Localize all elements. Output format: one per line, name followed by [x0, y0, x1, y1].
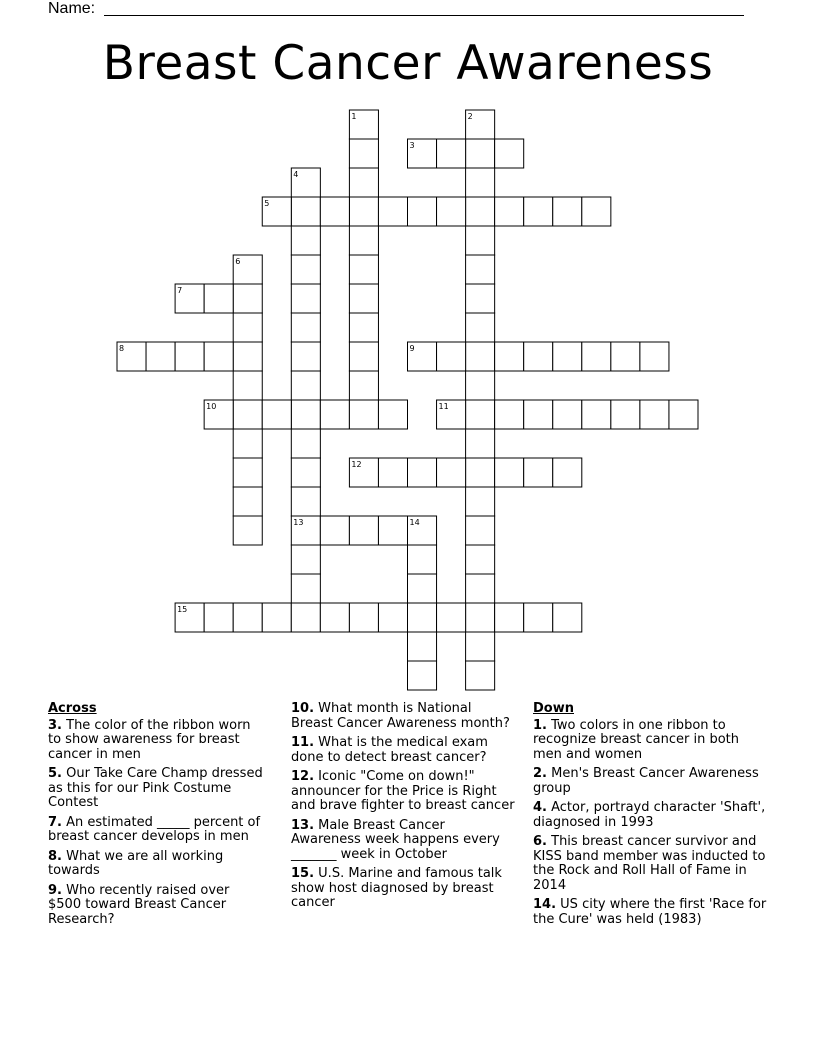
- grid-cell[interactable]: [378, 458, 407, 487]
- grid-cell[interactable]: [349, 197, 378, 226]
- grid-cell[interactable]: [466, 342, 495, 371]
- clue-text: What month is National Breast Cancer Awareness month?: [291, 701, 510, 731]
- grid-cell[interactable]: [378, 197, 407, 226]
- grid-cell[interactable]: [349, 168, 378, 197]
- grid-cell[interactable]: [291, 487, 320, 516]
- grid-cell[interactable]: [437, 458, 466, 487]
- grid-cell[interactable]: [233, 516, 262, 545]
- grid-cell[interactable]: [437, 603, 466, 632]
- cell-number-11: 11: [438, 402, 449, 411]
- clue-down-4: [533, 801, 768, 830]
- grid-cell[interactable]: [553, 400, 582, 429]
- cell-number-15: 15: [177, 605, 188, 614]
- grid-cell[interactable]: [466, 458, 495, 487]
- grid-cell[interactable]: [291, 197, 320, 226]
- grid-cell[interactable]: [495, 458, 524, 487]
- clue-across-13: [291, 819, 516, 863]
- clue-number: 4.: [533, 800, 547, 815]
- cell-number-6: 6: [235, 257, 241, 266]
- grid-cell[interactable]: [466, 400, 495, 429]
- grid-cell[interactable]: [466, 632, 495, 661]
- clue-number: 6.: [533, 834, 547, 849]
- grid-cell[interactable]: [233, 603, 262, 632]
- grid-cell[interactable]: [320, 516, 349, 545]
- grid-cell[interactable]: [553, 458, 582, 487]
- grid-cell[interactable]: [408, 574, 437, 603]
- grid-cell[interactable]: [466, 197, 495, 226]
- grid-cell[interactable]: [262, 603, 291, 632]
- grid-cell[interactable]: [378, 516, 407, 545]
- grid-cell[interactable]: [349, 255, 378, 284]
- grid-cell[interactable]: [349, 342, 378, 371]
- grid-cell[interactable]: [466, 226, 495, 255]
- grid-cell[interactable]: [466, 139, 495, 168]
- grid-cell[interactable]: [146, 342, 175, 371]
- grid-cell[interactable]: [233, 313, 262, 342]
- grid-cell[interactable]: [349, 313, 378, 342]
- grid-cell[interactable]: [233, 458, 262, 487]
- clue-text: What is the medical exam done to detect breast cancer?: [291, 735, 488, 765]
- grid-cell[interactable]: [582, 342, 611, 371]
- grid-cell[interactable]: [408, 632, 437, 661]
- grid-cell[interactable]: [175, 342, 204, 371]
- grid-cell[interactable]: [291, 284, 320, 313]
- grid-cell[interactable]: [466, 371, 495, 400]
- grid-cell[interactable]: [466, 603, 495, 632]
- grid-cell[interactable]: [408, 603, 437, 632]
- grid-cell[interactable]: [291, 574, 320, 603]
- clue-across-9: [48, 884, 263, 928]
- clue-down-14: [533, 898, 768, 927]
- grid-cell[interactable]: [524, 197, 553, 226]
- grid-cell[interactable]: [466, 284, 495, 313]
- clue-text: What we are all working towards: [48, 848, 224, 878]
- grid-cell[interactable]: [524, 603, 553, 632]
- grid-cell[interactable]: [349, 139, 378, 168]
- grid-cell[interactable]: [291, 545, 320, 574]
- clue-number: 8.: [48, 848, 62, 864]
- grid-cell[interactable]: [582, 400, 611, 429]
- grid-cell[interactable]: [291, 255, 320, 284]
- grid-cell[interactable]: [466, 487, 495, 516]
- down-heading: Down: [533, 701, 574, 716]
- grid-cell[interactable]: [611, 342, 640, 371]
- grid-cell[interactable]: [524, 400, 553, 429]
- grid-cell[interactable]: [233, 400, 262, 429]
- cell-number-3: 3: [409, 141, 415, 150]
- grid-cell[interactable]: [466, 574, 495, 603]
- clue-number: 13.: [291, 817, 315, 833]
- grid-cell[interactable]: [349, 371, 378, 400]
- across-heading: Across: [48, 701, 97, 716]
- grid-cell[interactable]: [466, 545, 495, 574]
- grid-cell[interactable]: [320, 400, 349, 429]
- clue-number: 3.: [48, 717, 62, 733]
- grid-cell[interactable]: [466, 313, 495, 342]
- cell-number-4: 4: [293, 170, 299, 179]
- grid-cell[interactable]: [204, 284, 233, 313]
- grid-cell[interactable]: [553, 197, 582, 226]
- clue-number: 14.: [533, 897, 557, 912]
- clue-number: 1.: [533, 717, 547, 733]
- clue-text: Our Take Care Champ dressed as this for our Pink Costume Contest: [48, 766, 263, 810]
- clue-text: Actor, portrayd character 'Shaft', diagnosed in 1993: [533, 800, 766, 830]
- clue-number: 11.: [291, 735, 315, 750]
- grid-cell[interactable]: [611, 400, 640, 429]
- grid-cell[interactable]: [233, 342, 262, 371]
- clue-across-12: [291, 770, 516, 814]
- name-label: Name:: [48, 0, 96, 17]
- cell-number-2: 2: [467, 112, 473, 121]
- grid-cell[interactable]: [495, 197, 524, 226]
- grid-cell[interactable]: [378, 603, 407, 632]
- clue-across-15: [291, 867, 516, 911]
- cell-number-8: 8: [119, 344, 125, 353]
- clue-text: The color of the ribbon worn to show awareness for breast cancer in men: [48, 717, 251, 762]
- clue-number: 5.: [48, 766, 62, 781]
- clue-across-10: [291, 702, 516, 731]
- cell-number-7: 7: [177, 286, 183, 295]
- grid-cell[interactable]: [291, 400, 320, 429]
- grid-cell[interactable]: [669, 400, 698, 429]
- grid-cell[interactable]: [437, 139, 466, 168]
- grid-cell[interactable]: [378, 400, 407, 429]
- clue-text: Who recently raised over $500 toward Breast Cancer Research?: [48, 882, 230, 927]
- grid-cell[interactable]: [466, 661, 495, 690]
- clue-down-2: [533, 767, 768, 796]
- grid-cell[interactable]: [524, 458, 553, 487]
- clue-down-6: [533, 835, 768, 893]
- cell-number-13: 13: [293, 518, 304, 527]
- clue-number: 2.: [533, 766, 547, 781]
- down-clues: [533, 702, 768, 932]
- grid-cell[interactable]: [495, 342, 524, 371]
- grid-cell[interactable]: [233, 487, 262, 516]
- clue-across-7: [48, 816, 263, 845]
- clue-text: An estimated _____ percent of breast cancer develops in men: [48, 814, 261, 844]
- grid-cell[interactable]: [408, 197, 437, 226]
- clue-text: US city where the first 'Race for the Cure' was held (1983): [533, 897, 767, 927]
- clue-number: 9.: [48, 882, 62, 898]
- clue-down-1: [533, 719, 768, 763]
- cell-number-12: 12: [351, 460, 362, 469]
- grid-cell[interactable]: [495, 400, 524, 429]
- grid-cell[interactable]: [291, 226, 320, 255]
- grid-cell[interactable]: [640, 400, 669, 429]
- grid-cell[interactable]: [437, 197, 466, 226]
- cell-number-9: 9: [409, 344, 415, 353]
- clue-text: This breast cancer survivor and KISS band member was inducted to the Rock and Roll Hall of Fame in 2014: [533, 834, 766, 893]
- cell-number-14: 14: [409, 518, 420, 527]
- grid-cell[interactable]: [262, 400, 291, 429]
- grid-cell[interactable]: [349, 516, 378, 545]
- grid-cell[interactable]: [437, 342, 466, 371]
- clue-across-3: [48, 719, 263, 763]
- grid-cell[interactable]: [233, 284, 262, 313]
- grid-cell[interactable]: [349, 284, 378, 313]
- clue-across-8: [48, 850, 263, 879]
- grid-cell[interactable]: [466, 516, 495, 545]
- grid-cell[interactable]: [408, 545, 437, 574]
- cell-number-10: 10: [206, 402, 217, 411]
- clue-text: Iconic "Come on down!" announcer for the Price is Right and brave fighter to breast cancer: [291, 769, 515, 813]
- grid-cell[interactable]: [640, 342, 669, 371]
- grid-cell[interactable]: [524, 342, 553, 371]
- cell-number-1: 1: [351, 112, 357, 121]
- clue-across-11: [291, 736, 516, 765]
- grid-cell[interactable]: [349, 226, 378, 255]
- across-clues-continued: [291, 702, 516, 916]
- grid-cell[interactable]: [320, 197, 349, 226]
- grid-cell[interactable]: [582, 197, 611, 226]
- grid-cell[interactable]: [349, 400, 378, 429]
- grid-cell[interactable]: [204, 603, 233, 632]
- clue-number: 10.: [291, 701, 315, 716]
- clue-text: U.S. Marine and famous talk show host diagnosed by breast cancer: [291, 866, 502, 910]
- clue-text: Two colors in one ribbon to recognize breast cancer in both men and women: [533, 717, 739, 762]
- grid-cell[interactable]: [291, 342, 320, 371]
- grid-cell[interactable]: [408, 661, 437, 690]
- grid-cell[interactable]: [233, 429, 262, 458]
- grid-cell[interactable]: [320, 603, 349, 632]
- page-title: Breast Cancer Awareness: [102, 36, 714, 91]
- clue-text: Male Breast Cancer Awareness week happens every _______ week in October: [291, 817, 500, 862]
- clue-number: 15.: [291, 866, 315, 881]
- grid-cell[interactable]: [291, 371, 320, 400]
- grid-cell[interactable]: [291, 458, 320, 487]
- grid-cell[interactable]: [291, 313, 320, 342]
- grid-cell[interactable]: [553, 342, 582, 371]
- grid-cell[interactable]: [466, 255, 495, 284]
- across-clues: [48, 702, 263, 932]
- grid-cell[interactable]: [408, 458, 437, 487]
- grid-cell[interactable]: [349, 603, 378, 632]
- clue-text: Men's Breast Cancer Awareness group: [533, 766, 759, 796]
- grid-cell[interactable]: [495, 139, 524, 168]
- clue-number: 12.: [291, 769, 315, 784]
- grid-cell[interactable]: [495, 603, 524, 632]
- grid-cell[interactable]: [291, 429, 320, 458]
- cell-number-5: 5: [264, 199, 270, 208]
- grid-cell[interactable]: [466, 429, 495, 458]
- grid-cell[interactable]: [553, 603, 582, 632]
- clue-number: 7.: [48, 814, 62, 830]
- clue-across-5: [48, 767, 263, 811]
- grid-cell[interactable]: [204, 342, 233, 371]
- grid-cell[interactable]: [233, 371, 262, 400]
- grid-cell[interactable]: [291, 603, 320, 632]
- grid-cell[interactable]: [466, 168, 495, 197]
